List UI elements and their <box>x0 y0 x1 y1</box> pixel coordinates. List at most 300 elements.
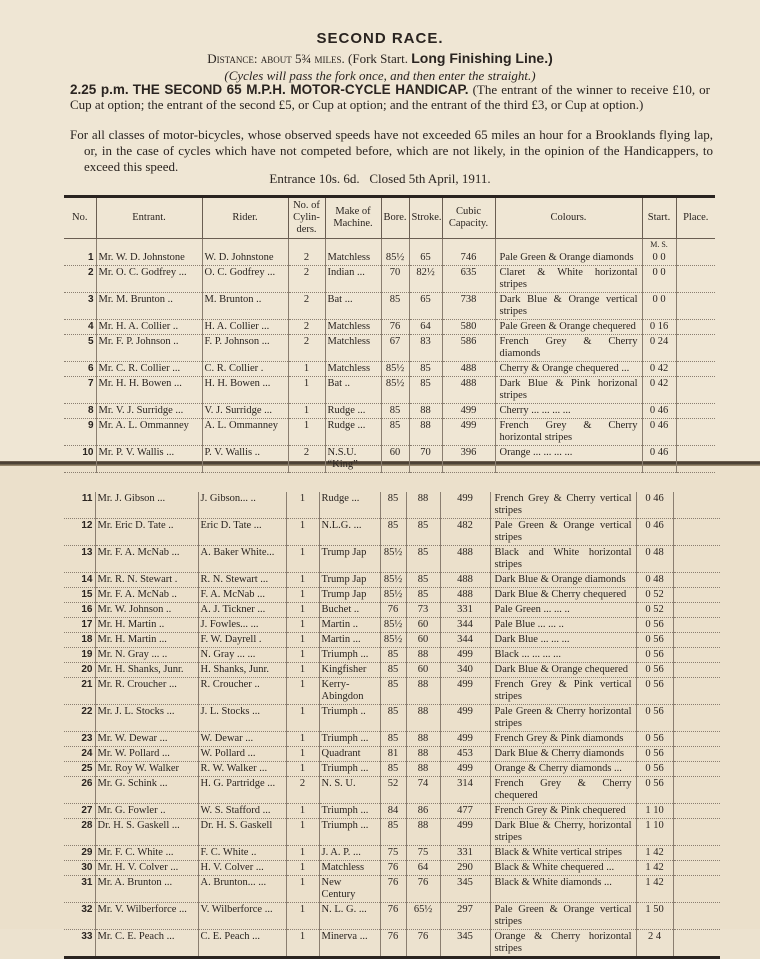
table-row <box>64 819 720 846</box>
cell-place <box>673 573 720 588</box>
cell-cyl: 1 <box>288 419 325 446</box>
table-row <box>64 335 715 362</box>
cell-start: 1 42 <box>636 861 673 876</box>
table-row <box>64 705 720 732</box>
cell-entrant: Mr. P. V. Wallis ... <box>96 446 202 473</box>
cell-no: 5 <box>64 335 96 362</box>
cell-bore: 85 <box>380 732 406 747</box>
cell-bore: 85 <box>380 678 406 705</box>
cell-cyl: 1 <box>288 377 325 404</box>
cell-bore: 70 <box>381 266 409 293</box>
cell-cyl: 1 <box>286 804 319 819</box>
cell-stroke: 60 <box>406 663 440 678</box>
cell-start: 2 4 <box>636 930 673 958</box>
cell-no: 17 <box>64 618 95 633</box>
cell-place <box>673 618 720 633</box>
cell-no: 11 <box>64 492 95 519</box>
cell-entrant: Mr. H. H. Bowen ... <box>96 377 202 404</box>
cell-entrant: Mr. W. Dewar ... <box>95 732 198 747</box>
cell-no: 27 <box>64 804 95 819</box>
cell-no: 14 <box>64 573 95 588</box>
cell-no: 22 <box>64 705 95 732</box>
cell-rider: A. Brunton... ... <box>198 876 286 903</box>
cell-cc: 297 <box>440 903 490 930</box>
cell-cyl: 1 <box>286 663 319 678</box>
cell-start: 1 50 <box>636 903 673 930</box>
cell-cyl: 2 <box>288 251 325 266</box>
cell-stroke: 60 <box>406 633 440 648</box>
cell-cyl: 1 <box>286 876 319 903</box>
cell-stroke: 76 <box>406 930 440 958</box>
cell-entrant: Dr. H. S. Gaskell ... <box>95 819 198 846</box>
cell-start: 0 46 <box>636 519 673 546</box>
cell-entrant: Mr. Eric D. Tate .. <box>95 519 198 546</box>
cell-place <box>673 633 720 648</box>
column-header: Bore. <box>381 197 409 239</box>
cell-bore: 85½ <box>381 251 409 266</box>
cell-make: Triumph .. <box>319 705 380 732</box>
cell-cc: 314 <box>440 777 490 804</box>
cell-rider: R. N. Stewart ... <box>198 573 286 588</box>
cell-colours: French Grey & Cherry diamonds <box>495 335 642 362</box>
cell-colours: Orange & Cherry horizontal stripes <box>490 930 636 958</box>
event-description <box>70 82 710 112</box>
cell-stroke: 85 <box>406 519 440 546</box>
cell-rider: A. L. Ommanney <box>202 419 288 446</box>
cell-start: 1 10 <box>636 804 673 819</box>
cell-make: Buchet .. <box>319 603 380 618</box>
cell-stroke: 88 <box>406 678 440 705</box>
cell-rider: H. Shanks, Junr. <box>198 663 286 678</box>
cell-entrant: Mr. N. Gray ... .. <box>95 648 198 663</box>
cell-cyl: 2 <box>288 293 325 320</box>
column-header: Colours. <box>495 197 642 239</box>
cell-cc: 488 <box>442 377 495 404</box>
empty-cell <box>96 239 202 252</box>
cell-make: Triumph ... <box>319 762 380 777</box>
cell-bore: 76 <box>380 603 406 618</box>
cell-stroke: 86 <box>406 804 440 819</box>
table-row <box>64 419 715 446</box>
table-row <box>64 492 720 519</box>
cell-colours: Cherry ... ... ... ... <box>495 404 642 419</box>
cell-bore: 85 <box>380 519 406 546</box>
cell-colours: Black and White horizontal stripes <box>490 546 636 573</box>
cell-bore: 67 <box>381 335 409 362</box>
table-row <box>64 588 720 603</box>
cell-place <box>673 861 720 876</box>
cell-cyl: 2 <box>288 446 325 473</box>
cell-cyl: 1 <box>288 404 325 419</box>
table-row <box>64 446 715 473</box>
table-row <box>64 804 720 819</box>
cell-bore: 85 <box>380 492 406 519</box>
start-units: M. S. <box>642 239 676 252</box>
cell-rider: P. V. Wallis .. <box>202 446 288 473</box>
cell-no: 4 <box>64 320 96 335</box>
cell-no: 8 <box>64 404 96 419</box>
empty-cell <box>202 239 288 252</box>
column-header: Start. <box>642 197 676 239</box>
cell-stroke: 88 <box>406 747 440 762</box>
cell-bore: 76 <box>380 876 406 903</box>
cell-colours: Dark Blue & Cherry, horizontal stripes <box>490 819 636 846</box>
empty-cell <box>288 239 325 252</box>
cell-start: 0 0 <box>642 293 676 320</box>
cell-rider: W. S. Stafford ... <box>198 804 286 819</box>
cell-start: 0 48 <box>636 573 673 588</box>
cell-place <box>676 377 715 404</box>
cell-entrant: Mr. C. E. Peach ... <box>95 930 198 958</box>
cell-cc: 499 <box>440 819 490 846</box>
cell-rider: H. H. Bowen ... <box>202 377 288 404</box>
cell-stroke: 75 <box>406 846 440 861</box>
cell-cyl: 1 <box>286 519 319 546</box>
cell-entrant: Mr. V. Wilberforce ... <box>95 903 198 930</box>
cell-no: 3 <box>64 293 96 320</box>
cell-cc: 746 <box>442 251 495 266</box>
cell-no: 21 <box>64 678 95 705</box>
cell-colours: Pale Blue ... ... .. <box>490 618 636 633</box>
column-header: Place. <box>676 197 715 239</box>
cell-make: Matchless <box>325 251 381 266</box>
cell-colours: Pale Green ... ... .. <box>490 603 636 618</box>
cell-rider: H. G. Partridge ... <box>198 777 286 804</box>
cell-no: 28 <box>64 819 95 846</box>
cell-cyl: 1 <box>286 747 319 762</box>
cell-start: 0 52 <box>636 588 673 603</box>
cell-cc: 488 <box>442 362 495 377</box>
cell-start: 0 46 <box>642 419 676 446</box>
cell-cc: 290 <box>440 861 490 876</box>
cell-no: 25 <box>64 762 95 777</box>
cell-stroke: 85 <box>406 588 440 603</box>
cell-rider: F. C. White .. <box>198 846 286 861</box>
cell-start: 0 16 <box>642 320 676 335</box>
cell-make: Matchless <box>325 320 381 335</box>
cell-place <box>673 747 720 762</box>
cell-rider: N. Gray ... ... <box>198 648 286 663</box>
table-row <box>64 648 720 663</box>
table-row <box>64 762 720 777</box>
cell-no: 23 <box>64 732 95 747</box>
cell-start: 0 56 <box>636 777 673 804</box>
cell-rider: O. C. Godfrey ... <box>202 266 288 293</box>
cell-no: 31 <box>64 876 95 903</box>
cell-cc: 488 <box>440 546 490 573</box>
race-title: SECOND RACE. <box>316 30 444 47</box>
cell-cyl: 1 <box>286 861 319 876</box>
cell-stroke: 85 <box>409 377 442 404</box>
cell-no: 33 <box>64 930 95 958</box>
cell-colours: Pale Green & Orange vertical stripes <box>490 903 636 930</box>
cell-cyl: 1 <box>286 573 319 588</box>
cell-entrant: Mr. H. Shanks, Junr. <box>95 663 198 678</box>
cell-make: Trump Jap <box>319 573 380 588</box>
cell-make: Triumph ... <box>319 648 380 663</box>
cell-colours: Orange & Cherry diamonds ... <box>490 762 636 777</box>
cell-make: New Century <box>319 876 380 903</box>
cell-bore: 85½ <box>380 618 406 633</box>
cell-stroke: 88 <box>406 732 440 747</box>
cell-cyl: 2 <box>286 777 319 804</box>
cell-no: 13 <box>64 546 95 573</box>
cell-no: 19 <box>64 648 95 663</box>
cell-make: Bat ... <box>325 293 381 320</box>
race-distance <box>0 50 760 67</box>
cell-entrant: Mr. V. J. Surridge ... <box>96 404 202 419</box>
cell-start: 0 46 <box>642 446 676 473</box>
cell-bore: 76 <box>381 320 409 335</box>
event-name: THE SECOND 65 M.P.H. MOTOR-CYCLE HANDICAP. <box>132 82 469 97</box>
cell-make: J. A. P. ... <box>319 846 380 861</box>
cell-entrant: Mr. A. L. Ommanney <box>96 419 202 446</box>
cell-place <box>676 335 715 362</box>
cell-stroke: 88 <box>409 404 442 419</box>
cell-make: Triumph ... <box>319 819 380 846</box>
cell-bore: 85 <box>381 404 409 419</box>
cell-cc: 488 <box>440 573 490 588</box>
cell-bore: 76 <box>380 861 406 876</box>
table-row <box>64 876 720 903</box>
cell-bore: 85½ <box>380 546 406 573</box>
cell-place <box>673 663 720 678</box>
race-note: (Cycles will pass the fork once, and then enter the straight.) <box>224 68 536 83</box>
cell-cc: 499 <box>440 678 490 705</box>
cell-cc: 344 <box>440 618 490 633</box>
table-header-row <box>64 197 715 239</box>
cell-start: 0 24 <box>642 335 676 362</box>
cell-entrant: Mr. H. V. Colver ... <box>95 861 198 876</box>
cell-place <box>673 519 720 546</box>
cell-place <box>676 266 715 293</box>
cell-entrant: Mr. F. A. McNab ... <box>95 546 198 573</box>
cell-make: Martin ... <box>319 633 380 648</box>
cell-bore: 85½ <box>380 588 406 603</box>
empty-cell <box>64 239 96 252</box>
cell-no: 2 <box>64 266 96 293</box>
cell-stroke: 88 <box>406 762 440 777</box>
cell-start: 0 0 <box>642 266 676 293</box>
cell-place <box>673 678 720 705</box>
cell-stroke: 73 <box>406 603 440 618</box>
event-prizes: (The entrant of the winner to receive £10, or Cup at option; the entrant of the second £5, or Cup at option; and the entrant of the third £3, or Cup at option.) <box>70 82 710 112</box>
cell-cc: 488 <box>440 588 490 603</box>
cell-rider: A. J. Tickner ... <box>198 603 286 618</box>
cell-entrant: Mr. W. Pollard ... <box>95 747 198 762</box>
cell-make: N. L. G. ... <box>319 903 380 930</box>
table-row <box>64 633 720 648</box>
cell-stroke: 88 <box>409 419 442 446</box>
cell-place <box>676 419 715 446</box>
cell-place <box>673 876 720 903</box>
cell-cc: 499 <box>442 419 495 446</box>
cell-stroke: 76 <box>406 876 440 903</box>
cell-rider: J. L. Stocks ... <box>198 705 286 732</box>
cell-bore: 60 <box>381 446 409 473</box>
cell-stroke: 60 <box>406 618 440 633</box>
table-row <box>64 603 720 618</box>
cell-colours: Claret & White horizontal stripes <box>495 266 642 293</box>
cell-place <box>673 804 720 819</box>
entrance-info <box>0 171 760 187</box>
cell-place <box>673 903 720 930</box>
entries-table-continued <box>64 492 720 959</box>
cell-stroke: 64 <box>406 861 440 876</box>
cell-place <box>673 930 720 958</box>
cell-no: 32 <box>64 903 95 930</box>
cell-cyl: 1 <box>286 648 319 663</box>
entries-table <box>64 195 715 473</box>
cell-cyl: 1 <box>286 546 319 573</box>
cell-entrant: Mr. M. Brunton .. <box>96 293 202 320</box>
cell-cc: 499 <box>440 762 490 777</box>
distance-label: Distance: about 5¾ miles. <box>207 51 345 66</box>
cell-bore: 85 <box>381 293 409 320</box>
cell-colours: French Grey & Cherry horizontal stripes <box>495 419 642 446</box>
table-row <box>64 861 720 876</box>
cell-cc: 331 <box>440 603 490 618</box>
cell-stroke: 85 <box>409 362 442 377</box>
cell-colours: Cherry & Orange chequered ... <box>495 362 642 377</box>
cell-stroke: 65 <box>409 251 442 266</box>
event-time: 2.25 p.m. <box>70 82 129 97</box>
cell-rider: Eric D. Tate ... <box>198 519 286 546</box>
cell-no: 1 <box>64 251 96 266</box>
cell-start: 0 56 <box>636 633 673 648</box>
cell-rider: J. Fowles... ... <box>198 618 286 633</box>
cell-cc: 586 <box>442 335 495 362</box>
cell-place <box>676 404 715 419</box>
cell-cyl: 2 <box>288 335 325 362</box>
cell-entrant: Mr. R. Croucher ... <box>95 678 198 705</box>
cell-make: Matchless <box>325 335 381 362</box>
cell-rider: C. E. Peach ... <box>198 930 286 958</box>
cell-cc: 499 <box>440 705 490 732</box>
cell-colours: Black ... ... ... ... <box>490 648 636 663</box>
cell-cyl: 2 <box>288 320 325 335</box>
cell-entrant: Mr. O. C. Godfrey ... <box>96 266 202 293</box>
cell-no: 29 <box>64 846 95 861</box>
cell-colours: Black & White diamonds ... <box>490 876 636 903</box>
cell-cc: 499 <box>440 648 490 663</box>
cell-rider: F. A. McNab ... <box>198 588 286 603</box>
cell-start: 1 42 <box>636 876 673 903</box>
cell-bore: 85 <box>380 663 406 678</box>
cell-bore: 85 <box>380 705 406 732</box>
cell-start: 0 46 <box>636 492 673 519</box>
cell-cc: 340 <box>440 663 490 678</box>
cell-make: Trump Jap <box>319 588 380 603</box>
cell-place <box>676 362 715 377</box>
cell-place <box>673 762 720 777</box>
cell-stroke: 65 <box>409 293 442 320</box>
cell-colours: French Grey & Pink diamonds <box>490 732 636 747</box>
cell-cyl: 1 <box>286 732 319 747</box>
cell-start: 0 46 <box>642 404 676 419</box>
cell-entrant: Mr. J. Gibson ... <box>95 492 198 519</box>
cell-cyl: 1 <box>286 603 319 618</box>
cell-rider: W. Dewar ... <box>198 732 286 747</box>
cell-cc: 331 <box>440 846 490 861</box>
cell-entrant: Mr. F. C. White ... <box>95 846 198 861</box>
cell-make: Quadrant <box>319 747 380 762</box>
cell-cc: 345 <box>440 930 490 958</box>
cell-entrant: Mr. G. Fowler .. <box>95 804 198 819</box>
cell-place <box>676 446 715 473</box>
cell-colours: Dark Blue ... ... ... <box>490 633 636 648</box>
cell-cc: 396 <box>442 446 495 473</box>
cell-start: 0 42 <box>642 377 676 404</box>
cell-place <box>673 819 720 846</box>
cell-make: Minerva ... <box>319 930 380 958</box>
cell-stroke: 64 <box>409 320 442 335</box>
cell-make: Bat .. <box>325 377 381 404</box>
cell-place <box>673 705 720 732</box>
column-header: Entrant. <box>96 197 202 239</box>
cell-place <box>673 846 720 861</box>
cell-make: Kerry-Abingdon <box>319 678 380 705</box>
cell-no: 9 <box>64 419 96 446</box>
cell-colours: Pale Green & Orange vertical stripes <box>490 519 636 546</box>
cell-start: 0 56 <box>636 762 673 777</box>
cell-place <box>673 732 720 747</box>
cell-cyl: 1 <box>288 362 325 377</box>
cell-stroke: 70 <box>409 446 442 473</box>
cell-make: Indian ... <box>325 266 381 293</box>
cell-colours: Dark Blue & Cherry diamonds <box>490 747 636 762</box>
cell-rider: H. V. Colver ... <box>198 861 286 876</box>
cell-start: 0 0 <box>642 251 676 266</box>
cell-colours: French Grey & Cherry vertical stripes <box>490 492 636 519</box>
cell-make: Rudge ... <box>319 492 380 519</box>
cell-make: N.L.G. ... <box>319 519 380 546</box>
table-row <box>64 747 720 762</box>
table-row <box>64 930 720 958</box>
table-row <box>64 362 715 377</box>
cell-start: 0 56 <box>636 732 673 747</box>
cell-colours: Dark Blue & Pink horizonal stripes <box>495 377 642 404</box>
cell-entrant: Mr. H. Martin ... <box>95 633 198 648</box>
cell-bore: 85½ <box>380 633 406 648</box>
cell-cyl: 1 <box>286 588 319 603</box>
cell-no: 15 <box>64 588 95 603</box>
table-row <box>64 846 720 861</box>
cell-stroke: 88 <box>406 705 440 732</box>
cell-place <box>673 777 720 804</box>
cell-no: 30 <box>64 861 95 876</box>
cell-bore: 85½ <box>381 377 409 404</box>
cell-start: 1 10 <box>636 819 673 846</box>
empty-cell <box>495 239 642 252</box>
cell-rider: V. J. Surridge ... <box>202 404 288 419</box>
cell-bore: 85 <box>380 819 406 846</box>
cell-stroke: 85 <box>406 573 440 588</box>
cell-no: 7 <box>64 377 96 404</box>
cell-entrant: Mr. W. D. Johnstone <box>96 251 202 266</box>
cell-entrant: Mr. H. A. Collier .. <box>96 320 202 335</box>
cell-no: 16 <box>64 603 95 618</box>
table-row <box>64 320 715 335</box>
cell-entrant: Mr. F. A. McNab .. <box>95 588 198 603</box>
cell-colours: Dark Blue & Orange chequered <box>490 663 636 678</box>
cell-stroke: 88 <box>406 819 440 846</box>
cell-place <box>673 492 720 519</box>
cell-start: 0 56 <box>636 705 673 732</box>
cell-stroke: 88 <box>406 492 440 519</box>
cell-colours: Black & White chequered ... <box>490 861 636 876</box>
cell-bore: 76 <box>380 930 406 958</box>
